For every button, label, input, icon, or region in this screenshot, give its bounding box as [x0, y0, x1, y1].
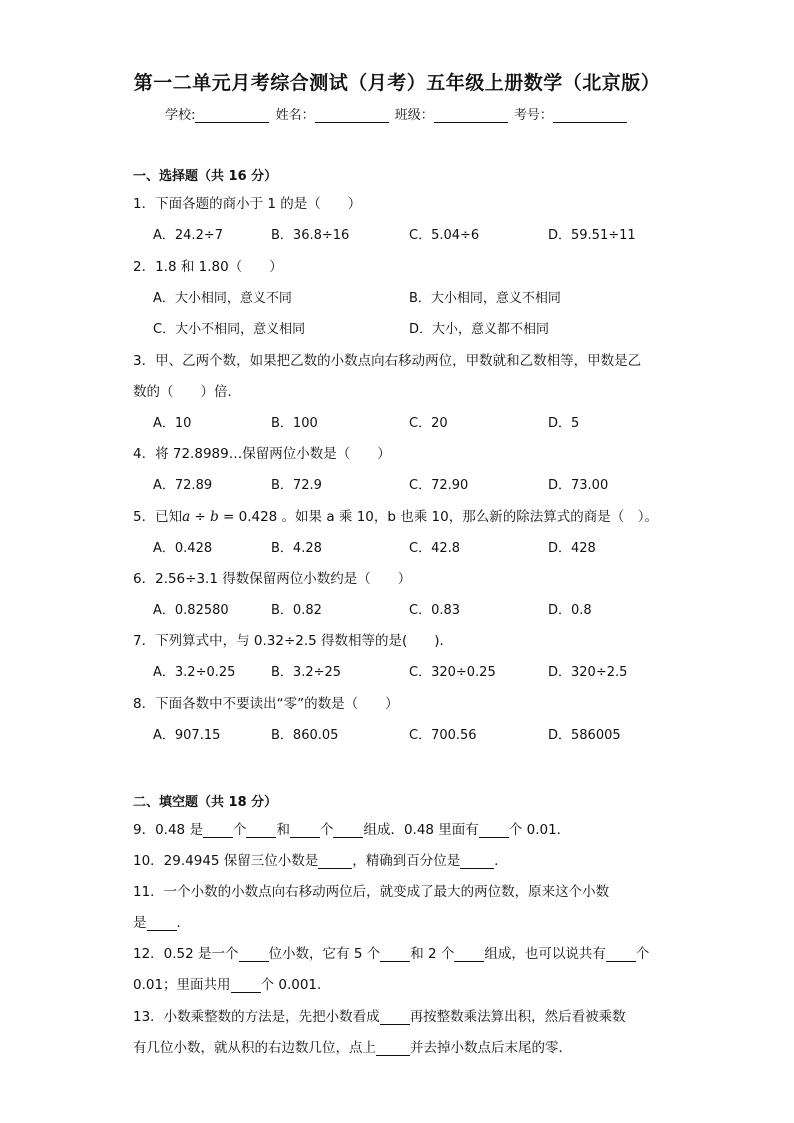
q12-blank-4[interactable]: [606, 948, 636, 962]
question-9: [133, 818, 570, 838]
question-10: [133, 849, 508, 869]
q3-option-d: D．5: [548, 416, 580, 431]
q1-option-b: B．36.8÷16: [271, 228, 350, 243]
q6-option-c: C．0.83: [409, 603, 461, 618]
q3-option-b: B．100: [271, 416, 318, 431]
q5-text-pre: 5．已知: [133, 509, 183, 525]
q5-option-a: A．0.428: [153, 541, 213, 556]
q8-option-a: A．907.15: [153, 728, 221, 743]
q5-var-a: a: [182, 509, 191, 525]
question-12-line1: [133, 942, 649, 962]
q10-text-2: ，精确到百分位是: [352, 853, 461, 869]
q8-option-c: C．700.56: [409, 728, 477, 743]
q6-option-b: B．0.82: [271, 603, 322, 618]
q9-text-6: 个 0.01．: [508, 822, 571, 838]
q6-option-d: D．0.8: [548, 603, 592, 618]
q2-option-c: C．大小不相同，意义相同: [153, 322, 306, 337]
q7-option-d: D．320÷2.5: [548, 665, 628, 680]
question-8: 8．下面各数中不要读出“零”的数是（ ）: [133, 696, 399, 712]
exam-no-blank: [553, 108, 627, 123]
q1-option-d: D．59.51÷11: [548, 228, 636, 243]
q9-blank-3[interactable]: [290, 824, 320, 838]
q5-option-b: B．4.28: [271, 541, 322, 556]
q13-text-4: 并去掉小数点后末尾的零．: [410, 1040, 572, 1056]
q1-option-a: A．24.2÷7: [153, 228, 224, 243]
question-13-line2: [133, 1036, 572, 1056]
q13-text-2: 再按整数乘法算出积，然后看被乘数: [409, 1009, 626, 1025]
q9-blank-1[interactable]: [203, 824, 233, 838]
q3-option-c: C．20: [409, 416, 448, 431]
question-4: 4．将 72.8989…保留两位小数是（ ）: [133, 446, 391, 462]
q9-blank-2[interactable]: [246, 824, 276, 838]
q12-text-5: 个: [635, 946, 650, 962]
q11-text-2: ．: [176, 915, 190, 931]
class-blank: [434, 108, 508, 123]
q13-text-3: 有几位小数，就从积的右边数几位，点上: [133, 1040, 376, 1056]
q6-option-a: A．0.82580: [153, 603, 229, 618]
question-7: 7．下列算式中，与 0.32÷2.5 得数相等的是( )．: [133, 633, 454, 649]
name-blank: [315, 108, 389, 123]
q2-option-b: B．大小相同，意义不相同: [409, 291, 561, 306]
q13-text-1: 13．小数乘整数的方法是，先把小数看成: [133, 1009, 380, 1025]
q3-option-a: A．10: [153, 416, 192, 431]
question-5: [133, 505, 658, 525]
q5-var-b: b: [210, 509, 219, 525]
school-blank: [195, 108, 269, 123]
q9-text-4: 个: [319, 822, 334, 838]
q12-blank-2[interactable]: [380, 948, 410, 962]
q9-text-5: 组成．0.48 里面有: [363, 822, 479, 838]
q8-option-b: B．860.05: [271, 728, 339, 743]
q7-option-c: C．320÷0.25: [409, 665, 496, 680]
q8-option-d: D．586005: [548, 728, 621, 743]
q9-text-3: 和: [276, 822, 290, 838]
q12-text-6: 0.01；里面共用: [133, 977, 231, 993]
q5-text-post: = 0.428 。如果 a 乘 10，b 也乘 10，那么新的除法算式的商是（ ）。: [218, 509, 658, 525]
q2-option-a: A．大小相同，意义不同: [153, 291, 292, 306]
name-label: 姓名：: [275, 108, 315, 123]
q2-option-d: D．大小，意义都不相同: [409, 322, 550, 337]
q11-text-1: 是: [133, 915, 147, 931]
question-3-line2: 数的（ ）倍．: [133, 384, 241, 400]
q7-option-b: B．3.2÷25: [271, 665, 342, 680]
q12-text-7: 个 0.001．: [260, 977, 331, 993]
question-13-line1: [133, 1005, 626, 1025]
class-label: 班级：: [394, 108, 434, 123]
q11-blank-1[interactable]: [147, 917, 177, 931]
section-heading-fill: 二、填空题（共 18 分）: [133, 795, 278, 810]
q9-text-2: 个: [232, 822, 247, 838]
q10-text-3: ．: [494, 853, 508, 869]
question-12-line2: [133, 973, 331, 993]
q12-text-1: 12．0.52 是一个: [133, 946, 239, 962]
q10-blank-2[interactable]: [460, 855, 494, 869]
q9-blank-4[interactable]: [333, 824, 363, 838]
question-6: 6．2.56÷3.1 得数保留两位小数约是（ ）: [133, 571, 412, 587]
q5-div-sign: ÷: [190, 509, 211, 525]
question-2: 2．1.8 和 1.80（ ）: [133, 259, 283, 275]
q12-blank-1[interactable]: [239, 948, 269, 962]
q4-option-c: C．72.90: [409, 478, 469, 493]
student-info: [0, 104, 794, 123]
q7-option-a: A．3.2÷0.25: [153, 665, 236, 680]
question-1: 1．下面各题的商小于 1 的是（ ）: [133, 196, 362, 212]
question-11-line2: [133, 911, 190, 931]
q12-blank-3[interactable]: [454, 948, 484, 962]
q12-blank-5[interactable]: [231, 979, 261, 993]
school-label: 学校:: [165, 108, 196, 123]
q9-blank-5[interactable]: [479, 824, 509, 838]
page-title: 第一二单元月考综合测试（月考）五年级上册数学（北京版）: [133, 72, 661, 94]
q13-blank-2[interactable]: [376, 1042, 410, 1056]
q4-option-b: B．72.9: [271, 478, 322, 493]
q5-option-d: D．428: [548, 541, 596, 556]
q13-blank-1[interactable]: [380, 1011, 410, 1025]
q12-text-2: 位小数，它有 5 个: [268, 946, 381, 962]
question-3-line1: 3．甲、乙两个数，如果把乙数的小数点向右移动两位，甲数就和乙数相等，甲数是乙: [133, 353, 642, 369]
section-heading-choice: 一、选择题（共 16 分）: [133, 169, 278, 184]
q10-blank-1[interactable]: [318, 855, 352, 869]
q12-text-3: 和 2 个: [410, 946, 455, 962]
exam-no-label: 考号：: [513, 108, 553, 123]
q10-text-1: 10．29.4945 保留三位小数是: [133, 853, 319, 869]
q1-option-c: C．5.04÷6: [409, 228, 480, 243]
q4-option-a: A．72.89: [153, 478, 213, 493]
question-11-line1: 11．一个小数的小数点向右移动两位后，就变成了最大的两位数，原来这个小数: [133, 884, 610, 900]
q5-option-c: C．42.8: [409, 541, 461, 556]
q12-text-4: 组成，也可以说共有: [484, 946, 606, 962]
q9-text-1: 9．0.48 是: [133, 822, 203, 838]
q4-option-d: D．73.00: [548, 478, 609, 493]
